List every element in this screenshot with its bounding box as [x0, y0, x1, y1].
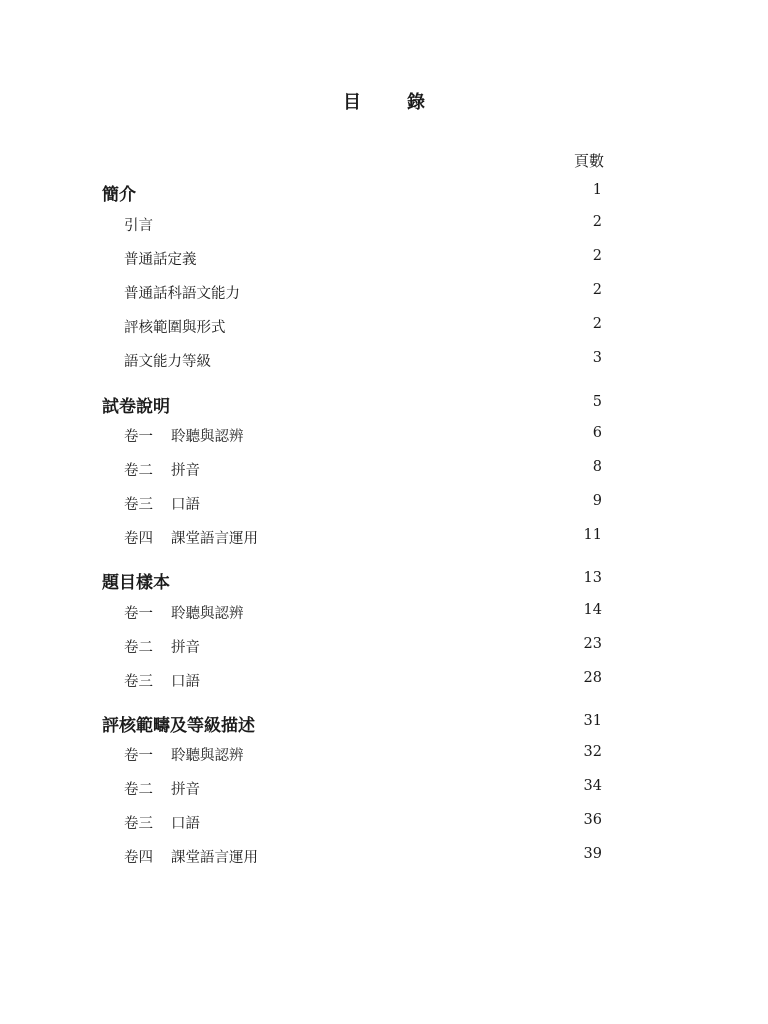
toc-item[interactable]	[0, 350, 768, 376]
item-text: 聆聽與認辨	[171, 429, 244, 445]
item-page-number: 36	[583, 812, 602, 828]
item-text: 評核範圍與形式	[124, 320, 226, 336]
item-prefix: 卷三	[124, 816, 153, 832]
item-text: 拼音	[171, 782, 200, 798]
toc-item[interactable]	[0, 846, 768, 872]
item-page-number: 39	[583, 846, 602, 862]
toc-section-3[interactable]	[0, 568, 768, 594]
page-title: 目 錄	[343, 92, 439, 113]
toc-item[interactable]	[0, 214, 768, 240]
item-page-number: 34	[583, 778, 602, 794]
toc-item[interactable]	[0, 778, 768, 804]
item-text: 課堂語言運用	[171, 850, 258, 866]
section-title: 簡介	[102, 185, 136, 205]
item-text: 普通話科語文能力	[124, 286, 240, 302]
item-page-number: 14	[583, 602, 602, 618]
item-text: 口語	[171, 816, 200, 832]
item-prefix: 卷一	[124, 606, 153, 622]
item-page-number: 2	[592, 316, 602, 332]
toc-section-1[interactable]	[0, 180, 768, 206]
toc-item[interactable]	[0, 744, 768, 770]
item-text: 拼音	[171, 463, 200, 479]
toc-section-2[interactable]	[0, 392, 768, 418]
item-page-number: 8	[592, 459, 602, 475]
toc-item[interactable]	[0, 812, 768, 838]
item-page-number: 11	[583, 527, 602, 543]
toc-item[interactable]	[0, 425, 768, 451]
toc-item[interactable]	[0, 602, 768, 628]
section-title: 試卷說明	[102, 397, 170, 417]
section-page-number: 1	[592, 182, 602, 198]
item-text: 拼音	[171, 640, 200, 656]
item-prefix: 卷一	[124, 429, 153, 445]
item-page-number: 9	[592, 493, 602, 509]
item-page-number: 32	[583, 744, 602, 760]
item-text: 課堂語言運用	[171, 531, 258, 547]
item-text: 口語	[171, 674, 200, 690]
item-prefix: 卷二	[124, 640, 153, 656]
section-page-number: 13	[583, 570, 602, 586]
item-page-number: 23	[583, 636, 602, 652]
item-page-number: 3	[592, 350, 602, 366]
item-text: 普通話定義	[124, 252, 197, 268]
item-prefix: 卷二	[124, 782, 153, 798]
item-prefix: 卷一	[124, 748, 153, 764]
toc-item[interactable]	[0, 316, 768, 342]
section-page-number: 31	[583, 713, 602, 729]
item-text: 聆聽與認辨	[171, 748, 244, 764]
toc-item[interactable]	[0, 493, 768, 519]
item-prefix: 卷三	[124, 497, 153, 513]
item-page-number: 2	[592, 282, 602, 298]
section-title: 題目樣本	[102, 573, 170, 593]
item-page-number: 2	[592, 214, 602, 230]
toc-item[interactable]	[0, 670, 768, 696]
item-text: 聆聽與認辨	[171, 606, 244, 622]
item-page-number: 6	[592, 425, 602, 441]
toc-item[interactable]	[0, 248, 768, 274]
item-page-number: 2	[592, 248, 602, 264]
section-title: 評核範疇及等級描述	[102, 716, 255, 736]
item-prefix: 卷四	[124, 850, 153, 866]
item-prefix: 卷二	[124, 463, 153, 479]
item-text: 語文能力等級	[124, 354, 211, 370]
toc-item[interactable]	[0, 459, 768, 485]
item-page-number: 28	[583, 670, 602, 686]
item-text: 口語	[171, 497, 200, 513]
toc-item[interactable]	[0, 282, 768, 308]
section-page-number: 5	[592, 394, 602, 410]
page-column-header: 頁數	[573, 152, 604, 170]
toc-item[interactable]	[0, 636, 768, 662]
item-text: 引言	[124, 218, 153, 234]
toc-section-4[interactable]	[0, 711, 768, 737]
toc-item[interactable]	[0, 527, 768, 553]
item-prefix: 卷三	[124, 674, 153, 690]
item-prefix: 卷四	[124, 531, 153, 547]
